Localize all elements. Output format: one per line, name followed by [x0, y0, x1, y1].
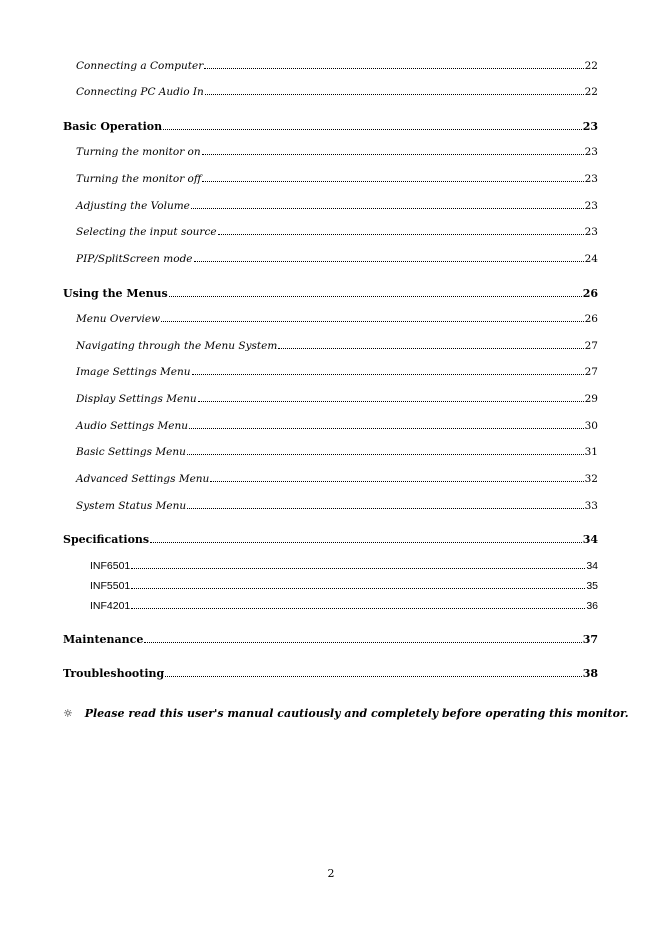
toc-entry-display-settings[interactable]	[76, 393, 598, 405]
toc-entry-page: 34	[586, 560, 598, 572]
toc-entry-image-settings[interactable]	[76, 366, 598, 378]
toc-entry-turning-on[interactable]	[76, 146, 598, 158]
toc-entry-page: 24	[584, 253, 598, 265]
dot-leader	[187, 453, 584, 455]
manual-note	[63, 707, 629, 720]
dot-leader	[198, 400, 584, 402]
toc-entry-page: 23	[584, 226, 598, 238]
toc-entry-title: Connecting PC Audio In	[76, 86, 204, 98]
dot-leader	[202, 180, 583, 182]
toc-entry-page: 37	[582, 633, 598, 646]
toc-section-using-menus[interactable]	[63, 287, 598, 300]
toc-entry-page: 23	[582, 120, 598, 133]
toc-section-basic-operation[interactable]	[63, 120, 598, 133]
toc-entry-page: 32	[584, 473, 598, 485]
sun-icon: ☼	[63, 707, 73, 720]
toc-entry-page: 35	[586, 580, 598, 592]
toc-entry-input-source[interactable]	[76, 226, 598, 238]
dot-leader	[169, 295, 582, 297]
toc-entry-page: 29	[584, 393, 598, 405]
dot-leader	[131, 607, 585, 609]
toc-entry-page: 23	[584, 146, 598, 158]
toc-entry-page: 23	[584, 200, 598, 212]
toc-entry-turning-off[interactable]	[76, 173, 598, 185]
dot-leader	[210, 480, 583, 482]
toc-entry-page: 30	[584, 420, 598, 432]
toc-entry-title: Basic Operation	[63, 120, 163, 133]
dot-leader	[218, 233, 584, 235]
dot-leader	[161, 320, 584, 322]
toc-entry-title: INF5501	[90, 580, 131, 592]
toc-entry-connecting-computer[interactable]	[76, 60, 598, 72]
toc-section-maintenance[interactable]	[63, 633, 598, 646]
toc-entry-title: Using the Menus	[63, 287, 168, 300]
dot-leader	[189, 427, 584, 429]
dot-leader	[204, 67, 583, 69]
toc-entry-audio-settings[interactable]	[76, 420, 598, 432]
dot-leader	[163, 128, 582, 130]
toc-entry-title: Menu Overview	[76, 313, 161, 325]
toc-entry-page: 26	[584, 313, 598, 325]
toc-entry-title: Connecting a Computer	[76, 60, 204, 72]
dot-leader	[144, 641, 581, 643]
toc-entry-adjusting-volume[interactable]	[76, 200, 598, 212]
toc-entry-menu-overview[interactable]	[76, 313, 598, 325]
toc-section-troubleshooting[interactable]	[63, 667, 598, 680]
toc-entry-basic-settings[interactable]	[76, 446, 598, 458]
toc-entry-page: 22	[584, 60, 598, 72]
toc-entry-title: Troubleshooting	[63, 667, 165, 680]
toc-entry-title: Selecting the input source	[76, 226, 217, 238]
toc-entry-title: INF6501	[90, 560, 131, 572]
dot-leader	[194, 260, 584, 262]
dot-leader	[131, 567, 585, 569]
toc-entry-connecting-pc-audio[interactable]	[76, 86, 598, 98]
toc-entry-system-status[interactable]	[76, 500, 598, 512]
toc-entry-title: System Status Menu	[76, 500, 187, 512]
dot-leader	[192, 373, 584, 375]
toc-entry-page: 27	[584, 366, 598, 378]
toc-entry-title: Turning the monitor off	[76, 173, 202, 185]
dot-leader	[205, 93, 584, 95]
toc-entry-inf6501[interactable]	[90, 560, 598, 572]
dot-leader	[191, 207, 584, 209]
toc-entry-title: Navigating through the Menu System	[76, 340, 278, 352]
toc-entry-title: Display Settings Menu	[76, 393, 197, 405]
toc-entry-inf5501[interactable]	[90, 580, 598, 592]
dot-leader	[278, 347, 583, 349]
toc-entry-inf4201[interactable]	[90, 600, 598, 612]
toc-entry-pip-splitscreen[interactable]	[76, 253, 598, 265]
toc-entry-page: 26	[582, 287, 598, 300]
toc-entry-page: 27	[584, 340, 598, 352]
toc-entry-title: PIP/SplitScreen mode	[76, 253, 193, 265]
toc-entry-page: 36	[586, 600, 598, 612]
toc-entry-title: Audio Settings Menu	[76, 420, 188, 432]
toc-entry-page: 38	[582, 667, 598, 680]
dot-leader	[187, 507, 584, 509]
toc-entry-title: Adjusting the Volume	[76, 200, 190, 212]
toc-entry-page: 31	[584, 446, 598, 458]
toc-entry-navigating-menu[interactable]	[76, 340, 598, 352]
toc-entry-title: Basic Settings Menu	[76, 446, 186, 458]
note-text: Please read this user's manual cautiously and completely before operating this monitor.	[84, 707, 629, 720]
toc-entry-title: Image Settings Menu	[76, 366, 191, 378]
page-number: 2	[327, 867, 335, 880]
toc-entry-title: Specifications	[63, 533, 150, 546]
toc-entry-page: 23	[584, 173, 598, 185]
toc-entry-title: Maintenance	[63, 633, 144, 646]
dot-leader	[165, 675, 581, 677]
toc-entry-title: INF4201	[90, 600, 131, 612]
dot-leader	[131, 587, 585, 589]
toc-entry-page: 34	[582, 533, 598, 546]
toc-entry-page: 33	[584, 500, 598, 512]
dot-leader	[150, 541, 582, 543]
toc-entry-title: Turning the monitor on	[76, 146, 201, 158]
toc-entry-advanced-settings[interactable]	[76, 473, 598, 485]
toc-section-specifications[interactable]	[63, 533, 598, 546]
toc-entry-page: 22	[584, 86, 598, 98]
dot-leader	[202, 153, 584, 155]
toc-entry-title: Advanced Settings Menu	[76, 473, 210, 485]
